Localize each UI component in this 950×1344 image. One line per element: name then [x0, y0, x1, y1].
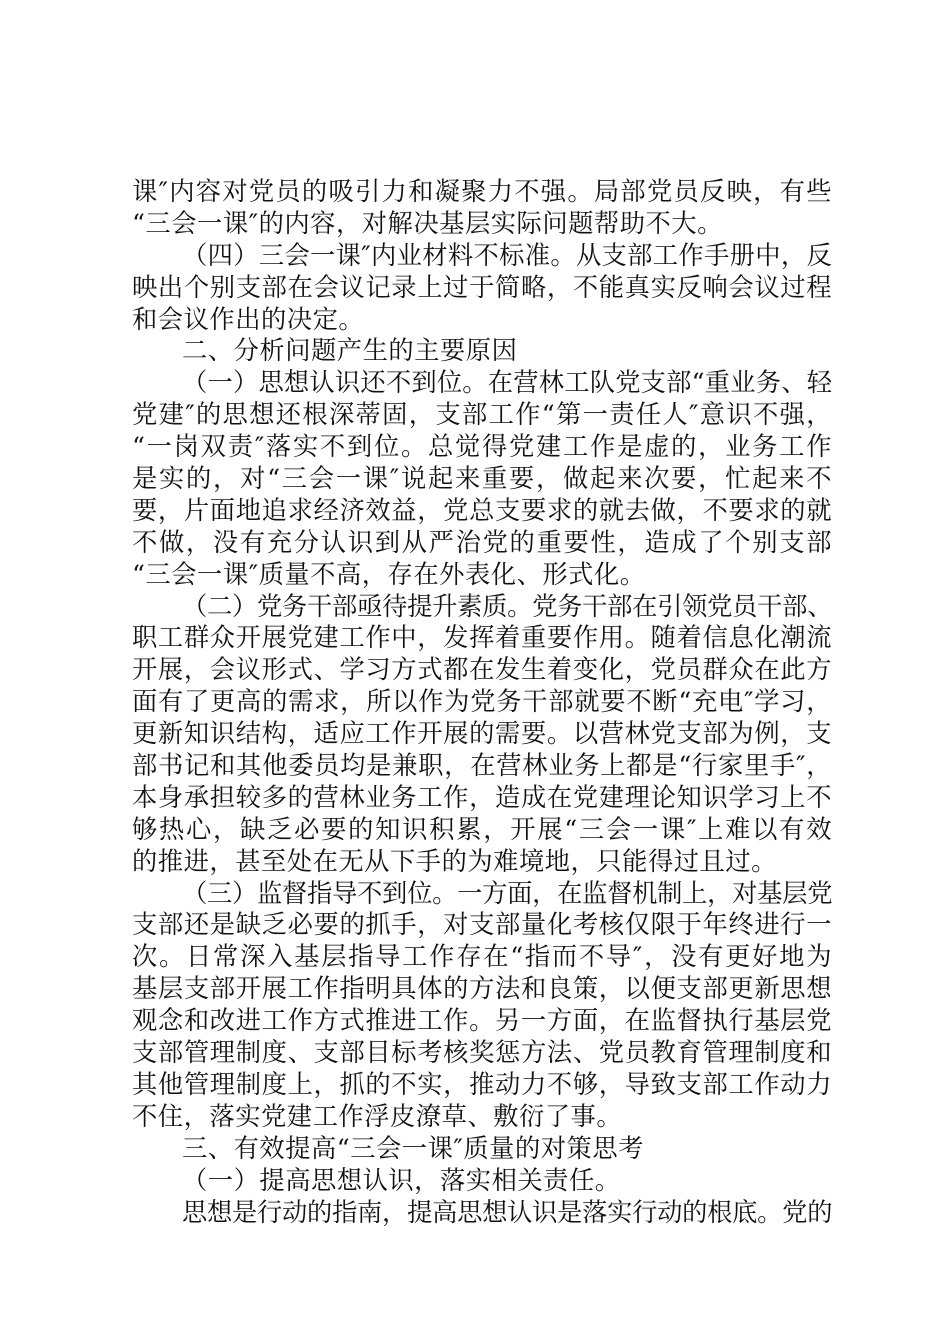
text-line: 次。日常深入基层指导工作存在“指而不导″，没有更好地为: [132, 942, 832, 972]
text-line: 是实的，对“三会一课″说起来重要，做起来次要，忙起来不: [132, 464, 832, 494]
text-line: “三会一课″质量不高，存在外表化、形式化。: [132, 559, 646, 589]
text-line: 课″内容对党员的吸引力和凝聚力不强。局部党员反映，有些: [132, 177, 832, 206]
text-line: 三、有效提高“三会一课″质量的对策思考: [182, 1133, 644, 1163]
text-line: 不住，落实党建工作浮皮潦草、敷衍了事。: [132, 1101, 623, 1131]
document-body: [132, 176, 832, 1228]
text-line: （一）思想认识还不到位。在营林工队党支部“重业务、轻: [182, 368, 832, 398]
text-line: 二、分析问题产生的主要原因: [182, 336, 518, 366]
text-line: “一岗双责″落实不到位。总觉得党建工作是虚的，业务工作: [132, 432, 832, 462]
text-line: 更新知识结构，适应工作开展的需要。以营林党支部为例，支: [132, 719, 832, 749]
text-line: （三）监督指导不到位。一方面，在监督机制上，对基层党: [182, 878, 832, 908]
text-line: 基层支部开展工作指明具体的方法和良策，以便支部更新思想: [132, 974, 832, 1004]
text-line: 开展，会议形式、学习方式都在发生着变化，党员群众在此方: [132, 655, 832, 685]
text-line: 其他管理制度上，抓的不实，推动力不够，导致支部工作动力: [132, 1069, 832, 1099]
text-line: 职工群众开展党建工作中，发挥着重要作用。随着信息化潮流: [132, 623, 832, 653]
text-line: （二）党务干部亟待提升素质。党务干部在引领党员干部、: [182, 591, 832, 621]
text-line: 和会议作出的决定。: [132, 304, 365, 334]
text-line: 支部还是缺乏必要的抓手，对支部量化考核仅限于年终进行一: [132, 910, 832, 940]
text-line: 映出个别支部在会议记录上过于简略，不能真实反响会议过程: [132, 272, 832, 302]
text-line: “三会一课″的内容，对解决基层实际问题帮助不大。: [132, 208, 723, 238]
text-line: （一）提高思想认识，落实相关责任。: [182, 1165, 621, 1195]
text-line: 够热心，缺乏必要的知识积累，开展“三会一课″上难以有效: [132, 814, 832, 844]
text-line: 思想是行动的指南，提高思想认识是落实行动的根底。党的: [182, 1197, 832, 1227]
text-line: 支部管理制度、支部目标考核奖惩方法、党员教育管理制度和: [132, 1038, 832, 1068]
text-line: 要，片面地追求经济效益，党总支要求的就去做，不要求的就: [132, 495, 832, 525]
text-line: 本身承担较多的营林业务工作，造成在党建理论知识学习上不: [132, 782, 832, 812]
text-line: 观念和改进工作方式推进工作。另一方面，在监督执行基层党: [132, 1006, 832, 1036]
text-line: 党建″的思想还根深蒂固，支部工作“第一责任人″意识不强，: [132, 400, 832, 430]
text-line: 部书记和其他委员均是兼职，在营林业务上都是“行家里手″，: [132, 751, 832, 781]
text-line: 的推进，甚至处在无从下手的为难境地，只能得过且过。: [132, 846, 777, 876]
text-line: 面有了更高的需求，所以作为党务干部就要不断“充电″学习，: [132, 687, 832, 717]
text-line: （四）三会一课″内业材料不标准。从支部工作手册中，反: [182, 240, 832, 270]
text-line: 不做，没有充分认识到从严治党的重要性，造成了个别支部: [132, 527, 832, 557]
